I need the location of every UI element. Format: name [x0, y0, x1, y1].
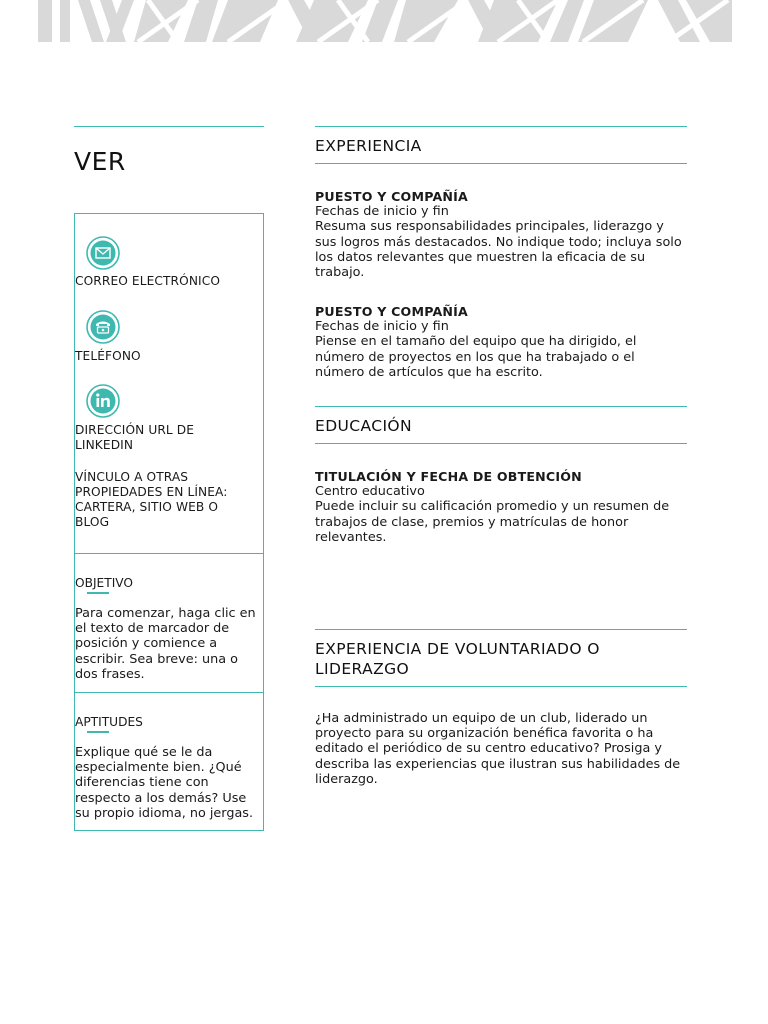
divider — [74, 126, 264, 127]
objective-text[interactable]: Para comenzar, haga clic en el texto de marcador de posición y comience a escribir. Sea breve: una o dos frases. — [75, 606, 256, 682]
banner-pattern — [38, 0, 732, 42]
degree-title: TITULACIÓN Y FECHA DE OBTENCIÓN — [315, 469, 582, 484]
email-field[interactable]: CORREO ELECTRÓNICO — [75, 274, 221, 288]
education-title: EDUCACIÓN — [315, 417, 413, 435]
phone-field[interactable]: TELÉFONO — [75, 349, 141, 363]
education-entry[interactable] — [315, 469, 687, 545]
description: Piense en el tamaño del equipo que ha dirigido, el número de proyectos en los que ha trabajado o el número de artículos que ha escrito. — [315, 334, 637, 380]
volunteer-title: EXPERIENCIA DE VOLUNTARIADO O LIDERAZGO — [315, 640, 600, 678]
divider — [87, 731, 109, 733]
description: Resuma sus responsabilidades principales, liderazgo y sus logros más destacados. No indique todo; incluya solo los datos relevantes que muestren la eficacia de su trabajo. — [315, 219, 682, 281]
email-icon — [86, 236, 120, 270]
phone-icon — [86, 310, 120, 344]
experience-entry[interactable] — [315, 304, 687, 380]
dates: Fechas de inicio y fin — [315, 204, 449, 220]
linkedin-field[interactable]: DIRECCIÓN URL DE LINKEDIN — [75, 423, 195, 452]
contact-section — [74, 213, 264, 554]
objective-title: OBJETIVO — [75, 576, 134, 590]
experience-entry[interactable] — [315, 189, 687, 280]
experience-header — [315, 126, 687, 164]
experience-title: EXPERIENCIA — [315, 137, 422, 155]
volunteer-entry[interactable] — [315, 711, 687, 787]
skills-section — [74, 692, 264, 831]
school: Centro educativo — [315, 484, 425, 500]
description: Puede incluir su calificación promedio y un resumen de trabajos de clase, premios y matrículas de honor relevantes. — [315, 499, 670, 545]
dates: Fechas de inicio y fin — [315, 319, 449, 335]
sidebar — [74, 126, 264, 175]
divider — [87, 592, 109, 594]
skills-text[interactable]: Explique qué se le da especialmente bien. ¿Qué diferencias tiene con respecto a los demás? Use su propio idioma, no jergas. — [75, 745, 254, 821]
links-field[interactable]: VÍNCULO A OTRAS PROPIEDADES EN LÍNEA: CARTERA, SITIO WEB O BLOG — [75, 470, 228, 529]
position-title: PUESTO Y COMPAÑÍA — [315, 189, 468, 204]
position-title: PUESTO Y COMPAÑÍA — [315, 304, 468, 319]
description: ¿Ha administrado un equipo de un club, liderado un proyecto para su organización benéfica favorita o ha editado el periódico de su centro educativo? Prosiga y describa las experiencias que ilustran sus habilidades de liderazgo. — [315, 711, 681, 787]
education-header — [315, 406, 687, 444]
objective-section — [74, 553, 264, 693]
volunteer-header — [315, 629, 687, 687]
page-title: VER — [74, 147, 126, 176]
linkedin-icon — [86, 384, 120, 418]
skills-title: APTITUDES — [75, 715, 143, 729]
